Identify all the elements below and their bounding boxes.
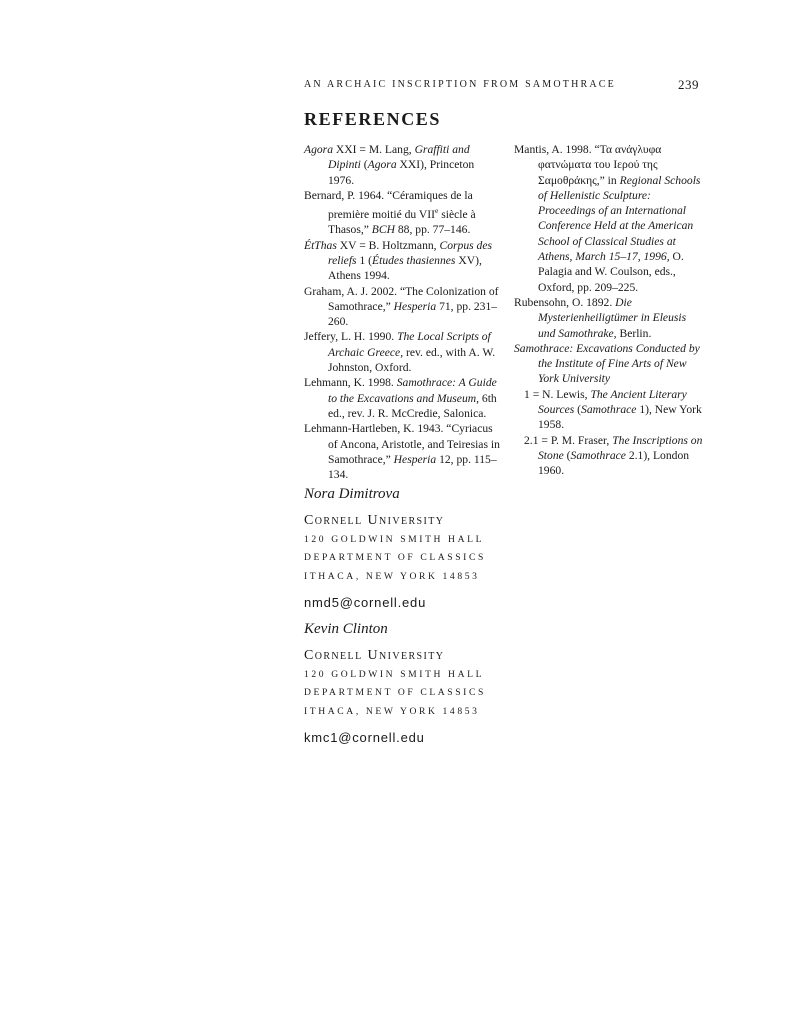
reference-text: Samothrace: Excavations Conducted by the Institute of Fine Arts of New York University [514, 341, 700, 386]
reference-text: Bernard, P. 1964. “Céramiques de la première moitié du VII [304, 188, 473, 222]
reference-entry [304, 284, 500, 330]
reference-text: XV), Athens 1994. [328, 253, 482, 283]
running-head [304, 77, 699, 93]
references-heading: REFERENCES [304, 109, 442, 129]
references-column-left [304, 142, 500, 482]
reference-text: 71, pp. 231–260. [328, 299, 498, 329]
reference-text: Regional Schools of Hellenistic Sculpture: Proceedings of an International Conference Held at the American School of Classical Studies at Athens, March 15–17, 1996, [538, 173, 701, 264]
author-affiliation [304, 647, 604, 721]
reference-text: 1 = N. Lewis, [524, 387, 591, 401]
reference-text: The Inscriptions on Stone [538, 433, 703, 462]
reference-text: The Ancient Literary Sources [538, 387, 687, 417]
reference-text: ( [563, 448, 571, 462]
author-affiliation [304, 512, 604, 586]
reference-text: Samothrace [581, 403, 637, 417]
reference-text: Graffiti and Dipinti [328, 143, 470, 172]
reference-text: Mantis, A. 1998. “Τα ανάγλυφα φατνώματα του Ιερού της Σαμοθράκης,” in [514, 143, 662, 187]
reference-text: rev. ed., with A. W. Johnston, Oxford. [328, 345, 496, 375]
reference-text: XV = B. Holtzmann, [336, 238, 440, 252]
reference-text: ÉtThas [304, 238, 337, 252]
reference-text: Corpus des reliefs [328, 238, 492, 267]
address-line: DEPARTMENT OF CLASSICS [304, 552, 486, 563]
reference-text: 2.1), London 1960. [538, 448, 690, 478]
reference-text: 12, pp. 115–134. [328, 452, 497, 482]
reference-entry [514, 387, 704, 433]
reference-entry [514, 142, 704, 295]
reference-text: Graham, A. J. 2002. “The Colonization of Samothrace,” [304, 284, 499, 313]
reference-text: Berlin. [616, 326, 652, 340]
author-email[interactable]: nmd5@cornell.edu [304, 595, 427, 610]
reference-entry [514, 341, 704, 387]
reference-text: Lehmann-Hartleben, K. 1943. “Cyriacus of Ancona, Aristotle, and Teiresias in Samothrace,” [304, 422, 500, 466]
reference-text: Hesperia [393, 299, 437, 313]
reference-text: ( [360, 158, 368, 172]
reference-text: 1 ( [356, 253, 373, 267]
reference-text: e [435, 206, 439, 216]
reference-text: Rubensohn, O. 1892. [514, 295, 616, 309]
author-email[interactable]: kmc1@cornell.edu [304, 730, 425, 745]
reference-text: 6th ed., rev. J. R. McCredie, Salonica. [328, 391, 497, 420]
reference-text: Études thasiennes [372, 253, 456, 267]
reference-entry [304, 375, 500, 421]
address-line: 120 GOLDWIN SMITH HALL [304, 668, 485, 680]
reference-entry [304, 329, 500, 375]
page-number: 239 [678, 77, 699, 92]
reference-text: Agora [367, 158, 397, 172]
reference-text: BCH [371, 223, 395, 237]
running-title: AN ARCHAIC INSCRIPTION FROM SAMOTHRACE [304, 79, 616, 90]
reference-text: The Local Scripts of Archaic Greece, [328, 330, 491, 359]
university-name: Cornell University [304, 648, 445, 663]
reference-entry [514, 295, 704, 341]
address-line: DEPARTMENT OF CLASSICS [304, 687, 486, 698]
reference-text: Hesperia [393, 452, 437, 466]
reference-entry [304, 421, 500, 482]
reference-text: XXI), Princeton 1976. [328, 158, 475, 187]
reference-entry [304, 142, 500, 188]
reference-text: O. Palagia and W. Coulson, eds., Oxford, pp. 209–225. [538, 250, 684, 294]
university-name: Cornell University [304, 513, 445, 528]
reference-text: 1), New York 1958. [538, 403, 702, 432]
author-block-2 [304, 621, 604, 745]
author-name: Nora Dimitrova [304, 486, 400, 502]
reference-text: siècle à Thasos,” [328, 208, 476, 237]
reference-entry [304, 188, 500, 238]
address-line: ITHACA, NEW YORK 14853 [304, 570, 480, 582]
reference-text: Samothrace: A Guide to the Excavations and Museum, [328, 376, 497, 405]
reference-text: Agora [304, 143, 333, 156]
address-line: ITHACA, NEW YORK 14853 [304, 705, 480, 717]
address-line: 120 GOLDWIN SMITH HALL [304, 533, 485, 545]
reference-text: ( [574, 403, 582, 417]
reference-text: XXI = M. Lang, [332, 143, 415, 156]
author-block-1 [304, 486, 604, 610]
reference-text: Die Mysterienheiligtümer in Eleusis und Samothrake, [538, 295, 687, 340]
references-column-right [514, 142, 704, 479]
reference-entry [514, 433, 704, 479]
author-name: Kevin Clinton [304, 621, 388, 637]
reference-text: Jeffery, L. H. 1990. [304, 330, 398, 344]
reference-text: Lehmann, K. 1998. [304, 376, 397, 390]
reference-text: 2.1 = P. M. Fraser, [524, 433, 613, 447]
reference-text: Samothrace [570, 448, 626, 462]
reference-entry [304, 238, 500, 284]
reference-text: 88, pp. 77–146. [394, 223, 471, 237]
